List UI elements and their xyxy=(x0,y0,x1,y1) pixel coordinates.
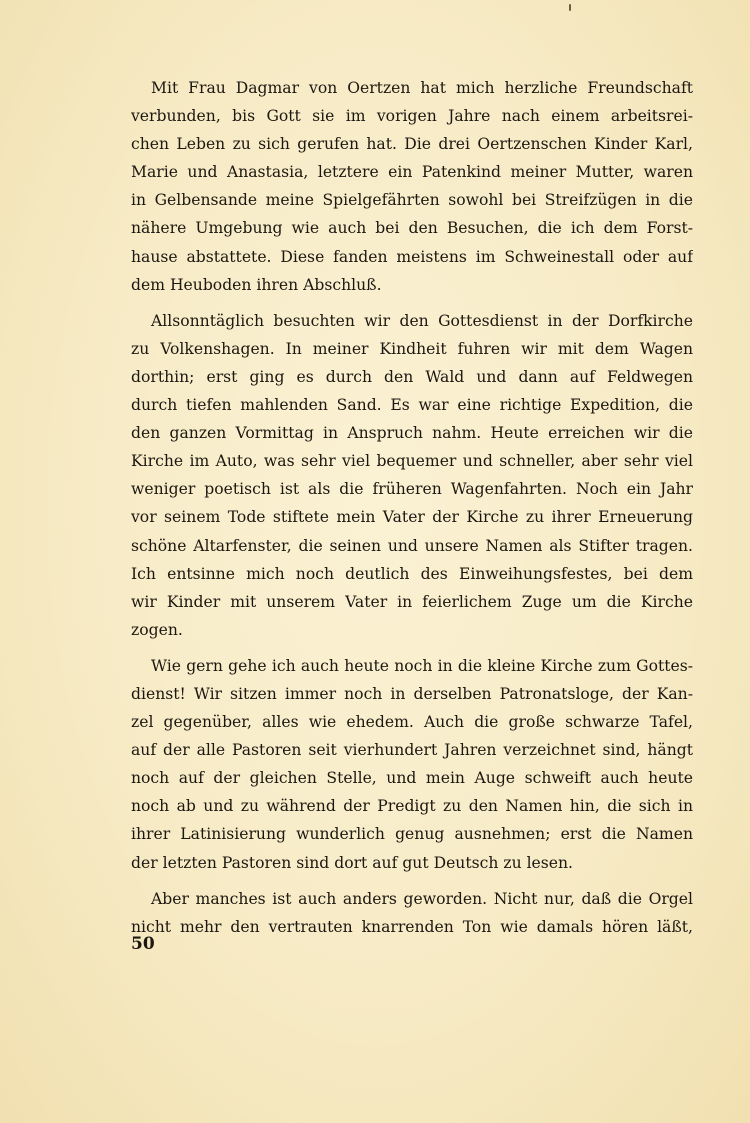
paragraph-2 xyxy=(131,307,693,644)
text-line: Mit Frau Dagmar von Oertzen hat mich herzliche Freundschaft xyxy=(151,79,693,97)
text-line: Kirche im Auto, was sehr viel bequemer und schneller, aber sehr viel xyxy=(131,452,693,471)
text-line: zel gegenüber, alles wie ehedem. Auch die große schwarze Tafel, xyxy=(131,713,693,732)
text-line: dorthin; erst ging es durch den Wald und dann auf Feldwegen xyxy=(131,367,693,386)
text-line: hause abstattete. Diese fanden meistens im Schweinestall oder auf xyxy=(131,247,693,266)
text-line: chen Leben zu sich gerufen hat. Die drei Oertzenschen Kinder Karl, xyxy=(131,135,693,154)
text-line: dem Heuboden ihren Abschluß. xyxy=(131,275,382,294)
text-line: Ich entsinne mich noch deutlich des Einweihungsfestes, bei dem xyxy=(131,564,693,583)
page-number: 50 xyxy=(131,934,155,954)
text-line: verbunden, bis Gott sie im vorigen Jahre nach einem arbeitsrei- xyxy=(131,107,693,126)
text-line: der letzten Pastoren sind dort auf gut Deutsch zu lesen. xyxy=(131,853,574,872)
text-line: Marie und Anastasia, letztere ein Patenkind meiner Mutter, waren xyxy=(131,163,693,182)
ink-speck xyxy=(569,4,571,11)
text-line: wir Kinder mit unserem Vater in feierlichem Zuge um die Kirche xyxy=(131,592,693,611)
text-line: dienst! Wir sitzen immer noch in derselben Patronatsloge, der Kan- xyxy=(131,684,693,703)
paragraph-1 xyxy=(131,74,693,299)
text-line: ihrer Latinisierung wunderlich genug ausnehmen; erst die Namen xyxy=(131,825,693,844)
text-line: in Gelbensande meine Spielgefährten sowohl bei Streifzügen in die xyxy=(131,191,693,210)
text-line: schöne Altarfenster, die seinen und unsere Namen als Stifter tragen. xyxy=(131,536,693,555)
text-line: noch ab und zu während der Predigt zu den Namen hin, die sich in xyxy=(131,797,693,816)
text-line: nicht mehr den vertrauten knarrenden Ton wie damals hören läßt, xyxy=(131,917,693,936)
text-line: nähere Umgebung wie auch bei den Besuchen, die ich dem Forst- xyxy=(131,219,693,238)
text-line: auf der alle Pastoren seit vierhundert Jahren verzeichnet sind, hängt xyxy=(131,741,693,760)
text-line: weniger poetisch ist als die früheren Wagenfahrten. Noch ein Jahr xyxy=(131,480,693,499)
text-line: Aber manches ist auch anders geworden. Nicht nur, daß die Orgel xyxy=(151,889,693,908)
body-text xyxy=(131,74,693,941)
text-line: durch tiefen mahlenden Sand. Es war eine richtige Expedition, die xyxy=(131,396,693,415)
paragraph-4 xyxy=(131,885,693,941)
text-line: noch auf der gleichen Stelle, und mein Auge schweift auch heute xyxy=(131,769,693,788)
paragraph-3 xyxy=(131,652,693,877)
text-line: Allsonntäglich besuchten wir den Gottesdienst in der Dorfkirche xyxy=(151,311,693,330)
text-line: vor seinem Tode stiftete mein Vater der Kirche zu ihrer Erneuerung xyxy=(131,508,693,527)
text-line: Wie gern gehe ich auch heute noch in die kleine Kirche zum Gottes- xyxy=(151,656,693,675)
text-line: den ganzen Vormittag in Anspruch nahm. Heute erreichen wir die xyxy=(131,424,693,443)
text-line: zogen. xyxy=(131,620,183,639)
text-line: zu Volkenshagen. In meiner Kindheit fuhren wir mit dem Wagen xyxy=(131,339,693,358)
